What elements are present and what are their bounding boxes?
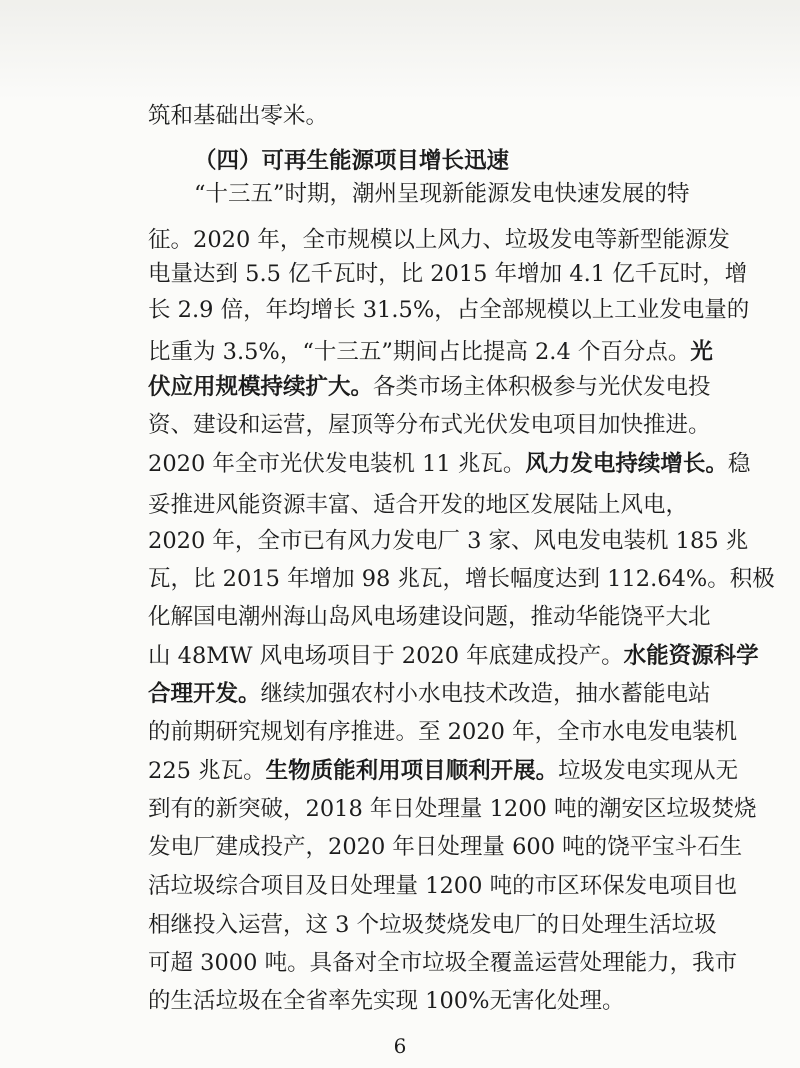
text-line-12: 2020 年，全市已有风力发电厂 3 家、风电发电装机 185 兆 — [148, 528, 749, 554]
text-line-18: 225 兆瓦。生物质能利用项目顺利开展。垃圾发电实现从无 — [148, 758, 739, 784]
text-line-13: 瓦，比 2015 年增加 98 兆瓦，增长幅度达到 112.64%。积极 — [148, 566, 775, 592]
section-heading: （四）可再生能源项目增长迅速 — [194, 148, 510, 174]
text-line-14: 化解国电潮州海山岛风电场建设问题，推动华能饶平大北 — [148, 604, 711, 630]
text-line-7: 比重为 3.5%，“十三五”期间占比提高 2.4 个百分点。光 — [148, 339, 713, 365]
text-line-10: 2020 年全市光伏发电装机 11 兆瓦。风力发电持续增长。稳 — [148, 451, 751, 477]
text-line-24: 的生活垃圾在全省率先实现 100%无害化处理。 — [148, 988, 625, 1014]
hydro-heading-part-2: 合理开发。 — [148, 681, 261, 707]
text-line-16: 合理开发。继续加强农村小水电技术改造，抽水蓄能电站 — [148, 681, 711, 707]
text-line-17: 的前期研究规划有序推进。至 2020 年，全市水电发电装机 — [148, 719, 738, 745]
text-line-22: 相继投入运营，这 3 个垃圾焚烧发电厂的日处理生活垃圾 — [148, 912, 717, 938]
text-line-5: 电量达到 5.5 亿千瓦时，比 2015 年增加 4.1 亿千瓦时，增 — [148, 261, 748, 287]
text-line-23: 可超 3000 吨。具备对全市垃圾全覆盖运营处理能力，我市 — [148, 950, 738, 976]
wind-heading: 风力发电持续增长。 — [525, 451, 728, 477]
text-line-21: 活垃圾综合项目及日处理量 1200 吨的市区环保发电项目也 — [148, 873, 738, 899]
solar-heading-part-1: 光 — [690, 339, 713, 365]
text-line-1: 筑和基础出零米。 — [148, 103, 329, 129]
text-line-3: “十三五”时期，潮州呈现新能源发电快速发展的特 — [194, 181, 690, 207]
text-line-8: 伏应用规模持续扩大。各类市场主体积极参与光伏发电投 — [148, 374, 711, 400]
biomass-heading: 生物质能利用项目顺利开展。 — [265, 758, 559, 784]
text-line-20: 发电厂建成投产，2020 年日处理量 600 吨的饶平宝斗石生 — [148, 834, 743, 860]
text-line-19: 到有的新突破，2018 年日处理量 1200 吨的潮安区垃圾焚烧 — [148, 796, 757, 822]
text-line-11: 妥推进风能资源丰富、适合开发的地区发展陆上风电， — [148, 492, 689, 518]
hydro-heading-part-1: 水能资源科学 — [623, 643, 759, 669]
page-number: 6 — [393, 1034, 407, 1058]
text-line-15: 山 48MW 风电场项目于 2020 年底建成投产。水能资源科学 — [148, 643, 759, 669]
scan-shading — [0, 0, 800, 100]
text-line-4: 征。2020 年，全市规模以上风力、垃圾发电等新型能源发 — [148, 227, 730, 253]
text-line-9: 资、建设和运营，屋顶等分布式光伏发电项目加快推进。 — [148, 412, 711, 438]
text-line-6: 长 2.9 倍，年均增长 31.5%，占全部规模以上工业发电量的 — [148, 297, 750, 323]
solar-heading-part-2: 伏应用规模持续扩大。 — [148, 374, 374, 400]
